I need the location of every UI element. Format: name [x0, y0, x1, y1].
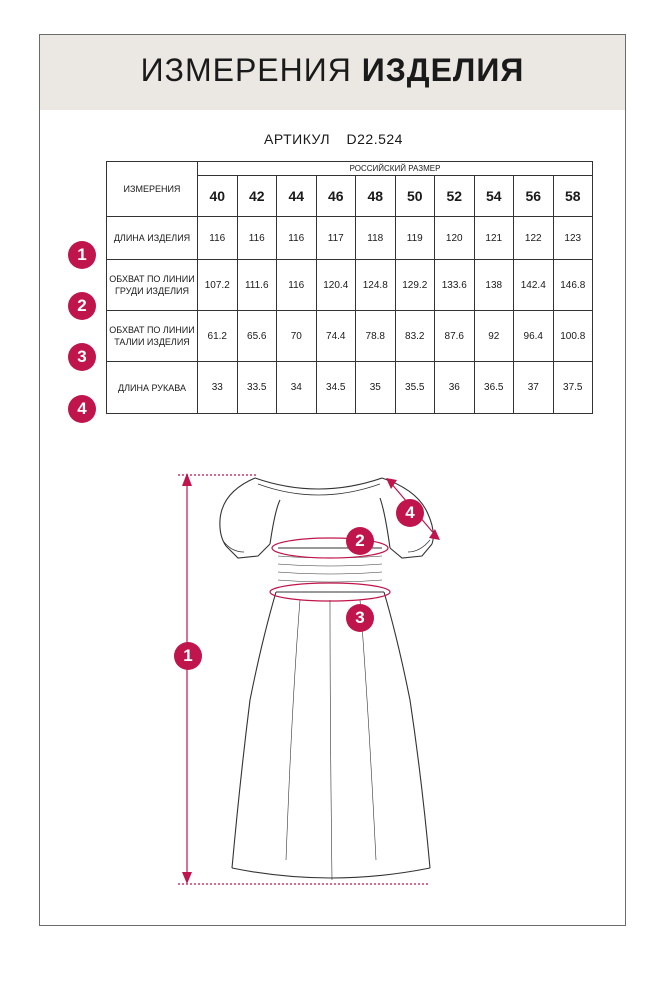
size-header: 48	[356, 176, 396, 217]
table-cell: 78.8	[356, 311, 396, 362]
table-cell: 129.2	[395, 260, 435, 311]
table-cell: 138	[474, 260, 514, 311]
table-corner-label: ИЗМЕРЕНИЯ	[107, 162, 198, 217]
table-cell: 121	[474, 217, 514, 260]
chest-marker: 2	[346, 527, 374, 555]
table-cell: 74.4	[316, 311, 356, 362]
size-header: 56	[514, 176, 554, 217]
table-cell: 120.4	[316, 260, 356, 311]
table-cell: 146.8	[553, 260, 593, 311]
row-label: ДЛИНА ИЗДЕЛИЯ	[107, 217, 198, 260]
waist-marker: 3	[346, 604, 374, 632]
table-cell: 119	[395, 217, 435, 260]
table-cell: 70	[277, 311, 317, 362]
table-cell: 124.8	[356, 260, 396, 311]
row-label: ДЛИНА РУКАВА	[107, 362, 198, 414]
table-cell: 100.8	[553, 311, 593, 362]
table-cell: 116	[277, 260, 317, 311]
row-badge-3: 3	[68, 343, 96, 371]
size-header: 54	[474, 176, 514, 217]
table-cell: 36.5	[474, 362, 514, 414]
row-badge-2: 2	[68, 292, 96, 320]
table-cell: 33.5	[237, 362, 277, 414]
table-cell: 118	[356, 217, 396, 260]
table-cell: 123	[553, 217, 593, 260]
table-cell: 37	[514, 362, 554, 414]
table-cell: 37.5	[553, 362, 593, 414]
table-cell: 116	[237, 217, 277, 260]
table-cell: 107.2	[198, 260, 238, 311]
row-badge-4: 4	[68, 395, 96, 423]
table-cell: 92	[474, 311, 514, 362]
row-label: ОБХВАТ ПО ЛИНИИ ГРУДИ ИЗДЕЛИЯ	[107, 260, 198, 311]
table-cell: 111.6	[237, 260, 277, 311]
table-cell: 87.6	[435, 311, 475, 362]
article-code: D22.524	[346, 131, 403, 147]
table-cell: 96.4	[514, 311, 554, 362]
table-cell: 116	[277, 217, 317, 260]
title-light: ИЗМЕРЕНИЯ	[140, 52, 352, 88]
table-cell: 35	[356, 362, 396, 414]
size-header: 50	[395, 176, 435, 217]
table-cell: 61.2	[198, 311, 238, 362]
size-header: 58	[553, 176, 593, 217]
size-header: 44	[277, 176, 317, 217]
table-cell: 36	[435, 362, 475, 414]
size-header: 42	[237, 176, 277, 217]
table-cell: 34.5	[316, 362, 356, 414]
row-badge-1: 1	[68, 241, 96, 269]
table-cell: 117	[316, 217, 356, 260]
sleeve-marker: 4	[396, 499, 424, 527]
table-cell: 65.6	[237, 311, 277, 362]
size-header: 40	[198, 176, 238, 217]
table-cell: 120	[435, 217, 475, 260]
title-bold: ИЗДЕЛИЯ	[361, 52, 525, 88]
table-cell: 116	[198, 217, 238, 260]
table-cell: 33	[198, 362, 238, 414]
size-header: 52	[435, 176, 475, 217]
table-group-header: РОССИЙСКИЙ РАЗМЕР	[198, 162, 593, 176]
table-cell: 34	[277, 362, 317, 414]
table-cell: 142.4	[514, 260, 554, 311]
article-label: АРТИКУЛ	[264, 131, 331, 147]
table-cell: 122	[514, 217, 554, 260]
table-cell: 133.6	[435, 260, 475, 311]
size-header: 46	[316, 176, 356, 217]
measure-guides	[178, 475, 436, 884]
table-cell: 83.2	[395, 311, 435, 362]
length-marker: 1	[174, 642, 202, 670]
row-label: ОБХВАТ ПО ЛИНИИ ТАЛИИ ИЗДЕЛИЯ	[107, 311, 198, 362]
table-cell: 35.5	[395, 362, 435, 414]
